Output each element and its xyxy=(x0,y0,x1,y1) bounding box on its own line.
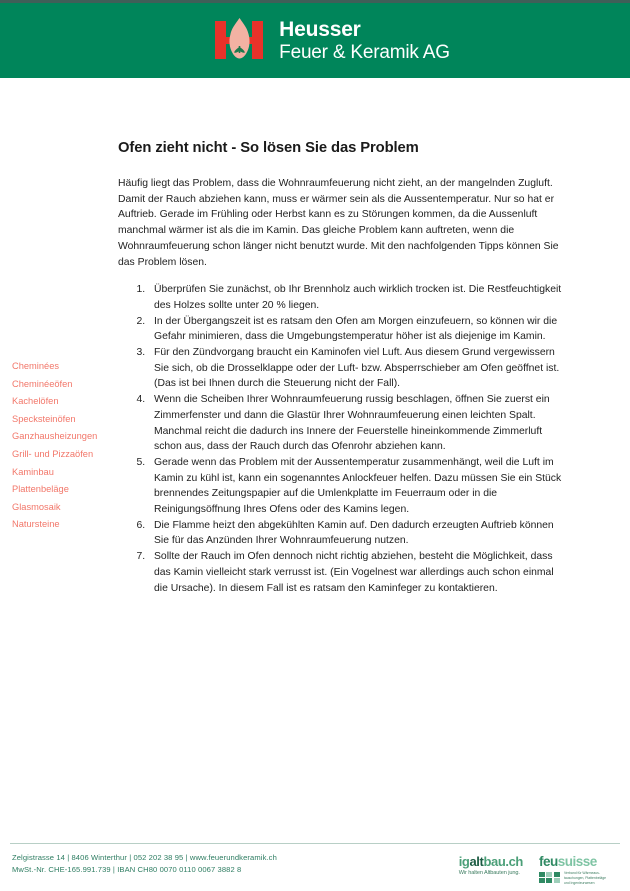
intro-paragraph: Häufig liegt das Problem, dass die Wohnraumfeuerung nicht zieht, an der mangelnden Zugluft. Damit der Rauch abziehen kann, muss er wärmer sein als die Aussentemperatur. Nur so hat er Auftrieb. Gerade im Frühling oder Herbst kann es zu Störungen kommen, da die Aussenluft manchmal wärmer ist als die im Kamin. Das gleiche Problem kann auftreten, wenn die Wohnraumfeuerung schon länger nicht benutzt wurde. Mit den nachfolgenden Tipps können Sie das Problem lösen. xyxy=(118,178,559,268)
igaltbau-tagline: Wir halten Altbauten jung. xyxy=(458,870,520,876)
sidebar-item-glasmosaik[interactable]: Glasmosaik xyxy=(12,501,61,512)
feusuisse-grid-icon xyxy=(539,872,560,884)
igaltbau-logo[interactable] xyxy=(459,855,523,877)
footer-tax-iban-line: MwSt.-Nr. CHE-165.991.739 | IBAN CH80 0070 0110 0067 3882 8 xyxy=(12,865,242,874)
feusuisse-wordmark xyxy=(539,855,606,869)
feusuisse-text-part1: feu xyxy=(538,854,558,869)
igaltbau-text-part1: ig xyxy=(458,854,470,869)
tips-list xyxy=(118,282,563,596)
sidebar-nav xyxy=(12,358,124,534)
list-item: 1. Überprüfen Sie zunächst, ob Ihr Brennholz auch wirklich trocken ist. Die Restfeuchtigkeit des Holzes sollte unter 20 % liegen. xyxy=(148,282,563,313)
footer-contact xyxy=(12,852,277,876)
sidebar-item-specksteinoefen[interactable]: Specksteinöfen xyxy=(12,413,76,424)
igaltbau-text-part3: bau.ch xyxy=(483,854,523,869)
sidebar-item-kaminbau[interactable]: Kaminbau xyxy=(12,466,54,477)
feusuisse-logo[interactable] xyxy=(539,855,606,885)
list-item: 7. Sollte der Rauch im Ofen dennoch nicht richtig abziehen, besteht die Möglichkeit, dass das Kamin vielleicht stark verrusst ist. (Ein Vogelnest war allerdings auch schon einmal die Ursache). In diesem Fall ist es ratsam den Kaminfeger zu kontaktieren. xyxy=(148,549,563,596)
sidebar-item-grill-und-pizzaoefen[interactable]: Grill- und Pizzaöfen xyxy=(12,448,94,459)
footer-address-line: Zelgistrasse 14 | 8406 Winterthur | 052 202 38 95 | www.feuerundkeramik.ch xyxy=(12,853,277,862)
sidebar-item-cheminees[interactable]: Cheminées xyxy=(12,361,60,371)
feusuisse-desc-line: und Ingenieurwesen xyxy=(563,880,595,885)
main-content xyxy=(118,140,563,596)
sidebar-item-chemineeoefen[interactable]: Cheminéeöfen xyxy=(12,378,73,389)
feusuisse-desc-line: Verband für Wärmeaus- xyxy=(563,871,600,875)
igaltbau-wordmark xyxy=(459,855,523,868)
sidebar-item-kacheloefen[interactable]: Kachelöfen xyxy=(12,396,59,407)
footer-divider xyxy=(10,843,620,844)
flame-in-h-logo-icon xyxy=(214,17,266,65)
feusuisse-mark-row xyxy=(539,872,606,886)
feusuisse-desc-line: tauschungen, Plattenbeläge xyxy=(563,875,606,880)
list-item: 3. Für den Zündvorgang braucht ein Kaminofen viel Luft. Aus diesem Grund vergewissern Sie sich, ob die Drosselklappe oder der Luft- bzw. Absperrschieber am Ofen geöffnet ist. (Das ist bei Ihnen durch die Steuerung nicht der Fall). xyxy=(148,345,563,392)
footer xyxy=(0,848,630,891)
sidebar-item-plattenbelaege[interactable]: Plattenbeläge xyxy=(12,484,69,495)
footer-partner-logos xyxy=(459,852,618,885)
list-item: 5. Gerade wenn das Problem mit der Aussentemperatur zusammenhängt, weil die Luft im Kamin zu kühl ist, kann ein sogenanntes Anlockfeuer helfen. Dazu müssen Sie ein Stück brennendes Zeitungspapier auf die Umlenkplatte im Feuerraum oder in die Reinigungsöffnung Ihres Ofens oder des Kamins legen. xyxy=(148,455,563,518)
brand-name: Heusser xyxy=(279,18,361,41)
header-banner xyxy=(0,0,630,78)
list-item: 2. In der Übergangszeit ist es ratsam den Ofen am Morgen einzufeuern, so können wir die Gefahr minimieren, dass die Umgebungstemperatur höher ist als diejenige im Kamin. xyxy=(148,314,563,345)
feusuisse-text-part2: suisse xyxy=(557,854,597,869)
brand-logo-lockup[interactable] xyxy=(214,17,450,65)
brand-subtitle: Feuer & Keramik AG xyxy=(279,42,450,63)
sidebar-item-natursteine[interactable]: Natursteine xyxy=(12,519,60,530)
brand-wordmark xyxy=(279,19,450,62)
feusuisse-description xyxy=(564,872,606,886)
sidebar-item-ganzhausheizungen[interactable]: Ganzhausheizungen xyxy=(12,431,98,442)
page-title: Ofen zieht nicht - So lösen Sie das Problem xyxy=(118,140,419,156)
list-item: 6. Die Flamme heizt den abgekühlten Kamin auf. Den dadurch erzeugten Auftrieb können Sie für das Anzünden Ihrer Wohnraumfeuerung nutzen. xyxy=(148,518,563,549)
list-item: 4. Wenn die Scheiben Ihrer Wohnraumfeuerung russig beschlagen, öffnen Sie zuerst ein Zimmerfenster und dann die Glastür Ihrer Wohnraumfeuerung einen leichten Spalt. Manchmal reicht die dadurch ins Innere der Feuerstelle hineinkommende Zimmerluft schon aus, dass der Rauch durch das Ofenrohr abziehen kann. xyxy=(148,392,563,455)
igaltbau-text-part2: alt xyxy=(469,854,484,869)
